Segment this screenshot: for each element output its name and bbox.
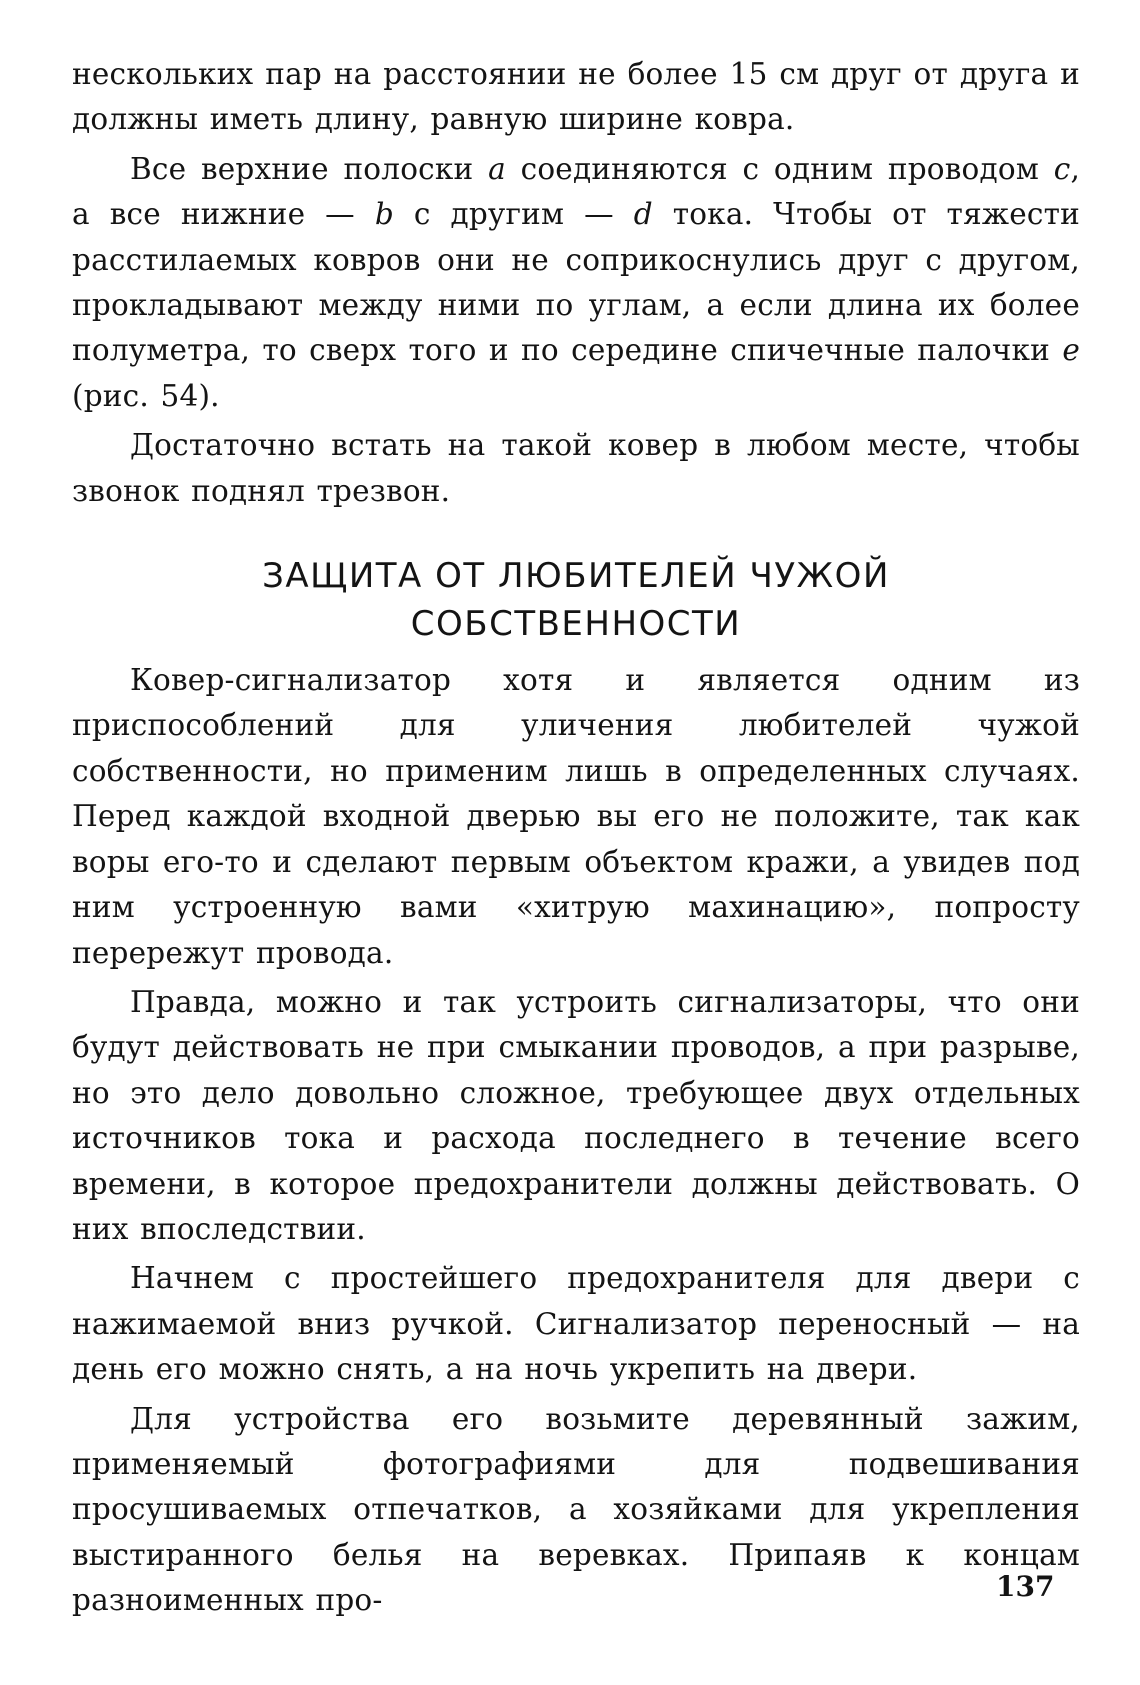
paragraph-wiring-text-3: , а все нижние — bbox=[72, 151, 1081, 232]
paragraph-clothespin: Для устройства его возьмите деревянный зажим, применяемый фотографиями для подвешивания просушиваемых отпечатков, а хозяйками для укрепления выстиранного белья на веревках. Припаяв к концам разноименных про- bbox=[72, 1401, 1080, 1618]
paragraph-continuation: нескольких пар на расстоянии не более 15 см друг от друга и должны иметь длину, равную ширине ковра. bbox=[72, 57, 1080, 137]
paragraph-wiring-text-4: с другим — bbox=[393, 197, 634, 232]
variable-e: e bbox=[1062, 333, 1080, 368]
section-heading-line-1: ЗАЩИТА ОТ ЛЮБИТЕЛЕЙ ЧУЖОЙ bbox=[262, 556, 890, 597]
variable-c: c bbox=[1053, 151, 1071, 186]
paragraph-carpet-trigger: Достаточно встать на такой ковер в любом месте, чтобы звонок поднял трезвон. bbox=[72, 428, 1080, 508]
paragraph-wiring bbox=[72, 147, 1080, 419]
paragraph-door-handle: Начнем с простейшего предохранителя для двери с нажимаемой вниз ручкой. Сигнализатор переносный — на день его можно снять, а на ночь укрепить на двери. bbox=[72, 1261, 1080, 1387]
paragraph-wiring-text-2: соединяются с одним проводом bbox=[505, 151, 1054, 186]
section-heading-line-2: СОБСТВЕННОСТИ bbox=[410, 604, 742, 645]
paragraph-wiring-text-1: Все верхние полоски bbox=[130, 151, 489, 186]
variable-a: a bbox=[488, 151, 506, 186]
page-number: 137 bbox=[996, 1570, 1055, 1603]
paragraph-break-circuit: Правда, можно и так устроить сигнализаторы, что они будут действовать не при смыкании проводов, а при разрыве, но это дело довольно сложное, требующее двух отдельных источников тока и расхода последнего в течение всего времени, в которое предохранители должны действовать. О них впоследствии. bbox=[72, 984, 1080, 1246]
paragraph-carpet-limitations: Ковер-сигнализатор хотя и является одним из приспособлений для уличения любителей чужой собственности, но применим лишь в определенных случаях. Перед каждой входной дверью вы его не положите, так как воры его-то и сделают первым объектом кражи, а увидев под ним устроенную вами «хитрую махинацию», попросту перережут провода. bbox=[72, 663, 1080, 970]
paragraph-wiring-text-5: тока. Чтобы от тяжести расстилаемых ковров они не соприкоснулись друг с другом, прокладывают между ними по углам, а если длина их более полуметра, то сверх того и по середине спичечные палочки bbox=[72, 197, 1080, 368]
book-page bbox=[72, 52, 1080, 1624]
variable-d: d bbox=[633, 197, 653, 232]
section-heading bbox=[72, 552, 1080, 648]
variable-b: b bbox=[374, 197, 394, 232]
paragraph-wiring-text-6: (рис. 54). bbox=[72, 378, 220, 413]
